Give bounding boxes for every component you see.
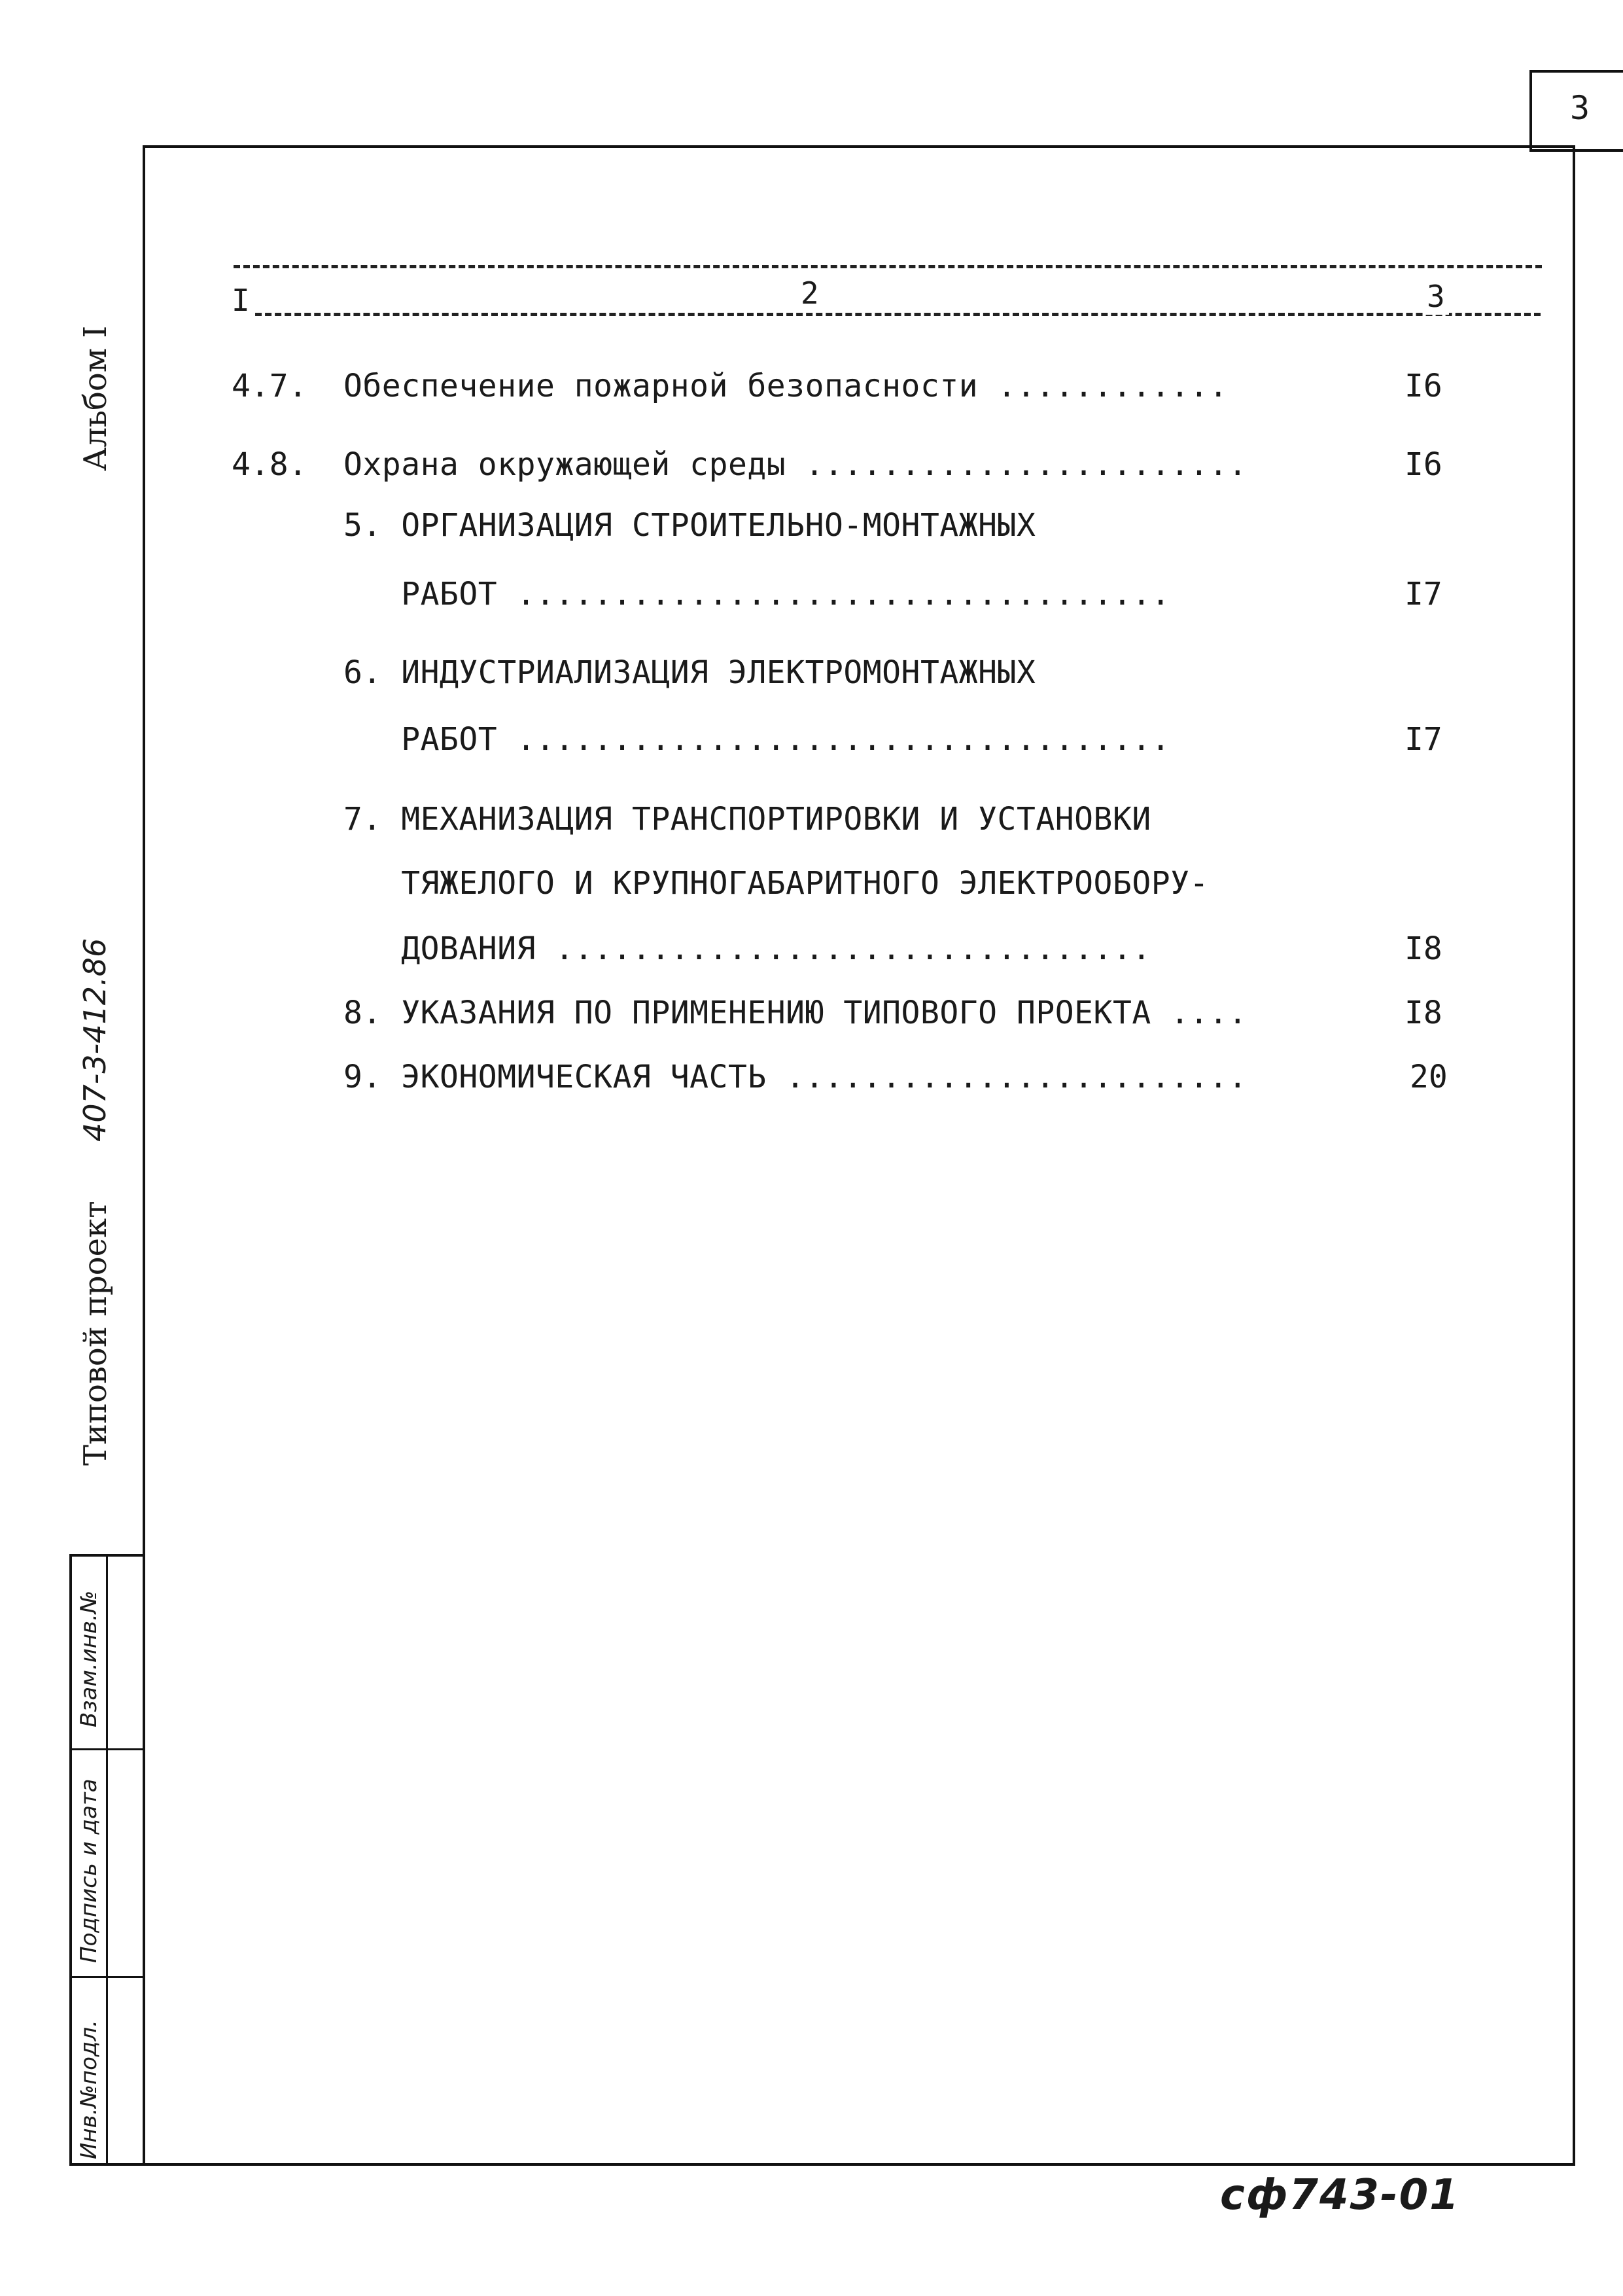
stamp-label-inv-number: Инв.№подл. [76, 2020, 102, 2159]
project-label: Типовой проект [77, 1201, 114, 1466]
stamp-divider [69, 1976, 145, 1978]
stamp-divider [69, 1748, 145, 1750]
album-label: Альбом I [77, 325, 114, 471]
column-header-1: I [228, 282, 254, 319]
column-header-2: 2 [797, 275, 823, 311]
stamp-divider [106, 1554, 108, 2166]
toc-item-title: 6. ИНДУСТРИАЛИЗАЦИЯ ЭЛЕКТРОМОНТАЖНЫХ [343, 654, 1036, 691]
header-dashed-line [234, 265, 1542, 268]
toc-item-title: РАБОТ .................................. [343, 576, 1171, 612]
toc-item-page: I6 [1405, 368, 1442, 404]
page-number: 3 [1570, 89, 1590, 127]
toc-item-title: 5. ОРГАНИЗАЦИЯ СТРОИТЕЛЬНО-МОНТАЖНЫХ [343, 507, 1036, 544]
toc-item-number: 4.7. [232, 368, 307, 404]
toc-item-title: 7. МЕХАНИЗАЦИЯ ТРАНСПОРТИРОВКИ И УСТАНОВКИ [343, 801, 1151, 838]
column-header-3: 3 [1423, 278, 1449, 315]
stamp-label-signature-date: Подпись и дата [76, 1778, 102, 1963]
toc-item-page: I8 [1405, 930, 1442, 967]
toc-item-title: РАБОТ .................................. [343, 721, 1171, 758]
toc-item-page: I7 [1405, 576, 1442, 612]
toc-item-title: ДОВАНИЯ ............................... [343, 930, 1151, 967]
toc-item-title: 9. ЭКОНОМИЧЕСКАЯ ЧАСТЬ ........................ [343, 1059, 1248, 1095]
toc-item-page: 20 [1410, 1059, 1448, 1095]
toc-item-title: ТЯЖЕЛОГО И КРУПНОГАБАРИТНОГО ЭЛЕКТРООБОРУ- [343, 865, 1209, 902]
toc-item-page: I8 [1405, 995, 1442, 1031]
header-dashed-line [245, 313, 1541, 316]
toc-item-title: Обеспечение пожарной безопасности ............ [343, 368, 1229, 404]
stamp-label-replaced-inv: Взам.инв.№ [76, 1590, 102, 1727]
toc-item-page: I6 [1405, 446, 1442, 483]
toc-item-title: Охрана окружающей среды ....................... [343, 446, 1248, 483]
toc-item-number: 4.8. [232, 446, 307, 483]
document-code: сф743-01 [1220, 2171, 1460, 2219]
toc-item-title: 8. УКАЗАНИЯ ПО ПРИМЕНЕНИЮ ТИПОВОГО ПРОЕКТА .... [343, 995, 1248, 1031]
toc-item-page: I7 [1405, 721, 1442, 758]
project-number: 407-3-412.86 [77, 938, 113, 1142]
